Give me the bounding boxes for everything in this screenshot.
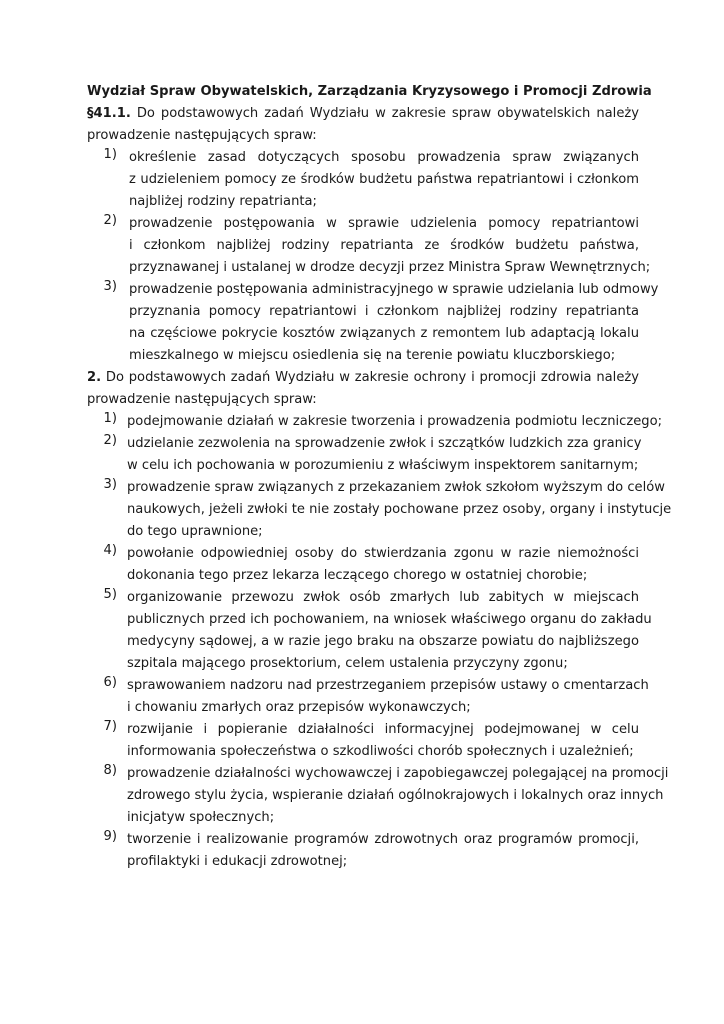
list-item-line: tworzenie i realizowanie programów zdrowotnych oraz programów promocji, — [127, 832, 639, 847]
list-item-line: dokonania tego przez lekarza leczącego chorego w ostatniej chorobie; — [127, 568, 588, 583]
list-item — [87, 719, 639, 763]
list-item-line: informowania społeczeństwa o szkodliwości chorób społecznych i uzależnień; — [127, 744, 634, 759]
list-item — [87, 829, 639, 873]
list-item-line: medycyny sądowej, a w razie jego braku na obszarze powiatu do najbliższego — [127, 634, 639, 649]
list-item-number: 2) — [103, 433, 117, 448]
list-item-line: prowadzenie działalności wychowawczej i zapobiegawczej polegającej na promocji — [127, 766, 669, 781]
list-item-line: określenie zasad dotyczących sposobu prowadzenia spraw związanych — [129, 150, 639, 165]
list-item-number: 3) — [103, 279, 117, 294]
list-item-line: prowadzenie spraw związanych z przekazaniem zwłok szkołom wyższym do celów — [127, 480, 665, 495]
list-item — [87, 411, 663, 433]
list-item — [87, 213, 651, 279]
list-item-line: organizowanie przewozu zwłok osób zmarłych lub zabitych w miejscach — [127, 590, 639, 605]
list-item-line: w celu ich pochowania w porozumieniu z właściwym inspektorem sanitarnym; — [127, 458, 639, 473]
list-item — [87, 477, 672, 543]
list-item-line: przyznawanej i ustalanej w drodze decyzji przez Ministra Spraw Wewnętrznych; — [129, 260, 651, 275]
list-item-line: profilaktyki i edukacji zdrowotnej; — [127, 854, 348, 869]
list-item-line: inicjatyw społecznych; — [127, 810, 275, 825]
list-item-line: prowadzenie postępowania w sprawie udzielenia pomocy repatriantowi — [129, 216, 639, 231]
list-item-line: mieszkalnego w miejscu osiedlenia się na terenie powiatu kluczborskiego; — [129, 348, 616, 363]
list-item-line: udzielanie zezwolenia na sprowadzenie zwłok i szczątków ludzkich zza granicy — [127, 436, 642, 451]
list-item — [87, 147, 639, 213]
list-item-line: na częściowe pokrycie kosztów związanych z remontem lub adaptacją lokalu — [129, 326, 639, 341]
list-item-number: 6) — [103, 675, 117, 690]
list-item-line: zdrowego stylu życia, wspieranie działań ogólnokrajowych i lokalnych oraz innych — [127, 788, 664, 803]
section2-intro-text: Do podstawowych zadań Wydziału w zakresie ochrony i promocji zdrowia należy — [101, 370, 639, 385]
list-item-number: 1) — [103, 147, 117, 162]
section-heading: Wydział Spraw Obywatelskich, Zarządzania Kryzysowego i Promocji Zdrowia — [87, 84, 652, 99]
section1-intro-line1 — [87, 103, 639, 125]
section1-marker: §41.1. — [87, 106, 131, 121]
section2-marker: 2. — [87, 370, 102, 385]
section1-intro-text: Do podstawowych zadań Wydziału w zakresie spraw obywatelskich należy — [130, 106, 639, 121]
list-item-line: publicznych przed ich pochowaniem, na wniosek właściwego organu do zakładu — [127, 612, 652, 627]
list-item-line: najbliżej rodziny repatrianta; — [129, 194, 317, 209]
list-item-line: rozwijanie i popieranie działalności informacyjnej podejmowanej w celu — [127, 722, 639, 737]
section-2 — [87, 367, 672, 873]
list-item-number: 1) — [103, 411, 117, 426]
list-item-line: i chowaniu zmarłych oraz przepisów wykonawczych; — [127, 700, 471, 715]
list-item-number: 8) — [103, 763, 117, 778]
list-item-line: do tego uprawnione; — [127, 524, 263, 539]
section1-intro-line2: prowadzenie następujących spraw: — [87, 128, 317, 143]
list-item — [87, 763, 669, 829]
section2-intro-line1 — [87, 367, 639, 389]
list-item-number: 4) — [103, 543, 117, 558]
list-item — [87, 433, 642, 477]
list-item-line: naukowych, jeżeli zwłoki te nie zostały pochowane przez osoby, organy i instytucje — [127, 502, 672, 517]
list-item-number: 5) — [103, 587, 117, 602]
list-item-number: 2) — [103, 213, 117, 228]
list-item — [87, 587, 652, 675]
list-item — [87, 675, 649, 719]
list-item — [87, 543, 639, 587]
document-body — [87, 81, 672, 873]
list-item — [87, 279, 659, 367]
list-item-line: powołanie odpowiedniej osoby do stwierdzania zgonu w razie niemożności — [127, 546, 639, 561]
list-item-number: 7) — [103, 719, 117, 734]
list-item-line: podejmowanie działań w zakresie tworzenia i prowadzenia podmiotu leczniczego; — [127, 414, 663, 429]
section2-intro-line2: prowadzenie następujących spraw: — [87, 392, 317, 407]
list-item-line: z udzieleniem pomocy ze środków budżetu państwa repatriantowi i członkom — [129, 172, 639, 187]
list-item-line: przyznania pomocy repatriantowi i członkom najbliżej rodziny repatrianta — [129, 304, 639, 319]
list-item-line: i członkom najbliżej rodziny repatrianta ze środków budżetu państwa, — [129, 238, 639, 253]
section-41-1 — [87, 103, 659, 367]
list-item-number: 9) — [103, 829, 117, 844]
list-item-number: 3) — [103, 477, 117, 492]
list-item-line: szpitala mającego prosektorium, celem ustalenia przyczyny zgonu; — [127, 656, 568, 671]
list-item-line: sprawowaniem nadzoru nad przestrzeganiem przepisów ustawy o cmentarzach — [127, 678, 649, 693]
list-item-line: prowadzenie postępowania administracyjnego w sprawie udzielania lub odmowy — [129, 282, 659, 297]
